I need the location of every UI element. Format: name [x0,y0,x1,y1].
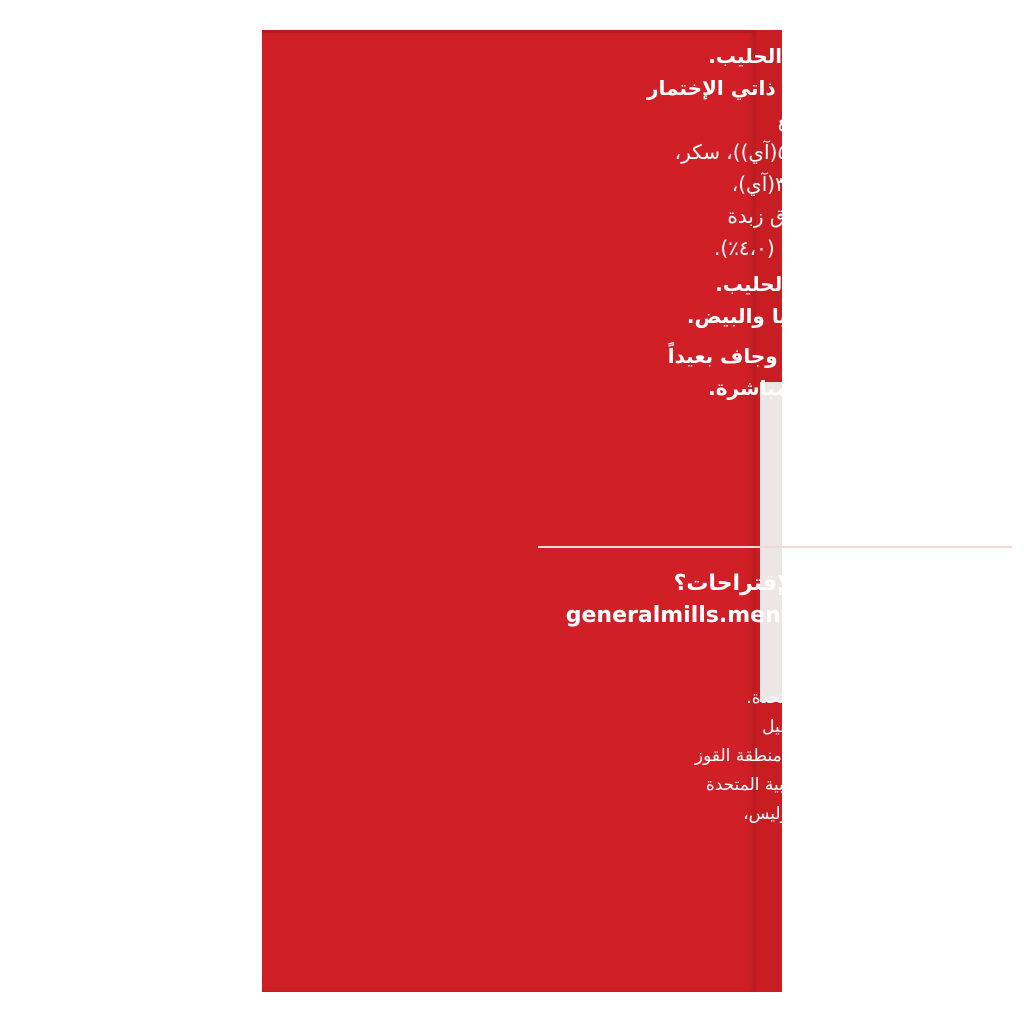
manufacturer-line-4: لصالح جنرال ميلز إنك. مينابوليس، [743,804,982,824]
manufacturer-line-2: المحدودة (ش.ذ.م.م) (فرع) منطقة القوز [694,746,982,766]
copyright-line: © جنرال ميلز [882,862,982,882]
label-text-panel [542,40,982,887]
storage-line-1: يحفظ في مكان بارد وجاف بعيداً [667,344,982,368]
ingredients-line-6: الحليب (من حليب البقر) (٤،٠٪). [714,236,982,260]
ingredients-line-3: (إي ٥٠٠(آي آي)، إي ٥٤١(آي))، سكر، [674,140,982,164]
manufacturer-line-1-text: صنع من قبل منتجات سيفيل [762,717,958,737]
house-chevron-icon [964,719,982,733]
allergen-may-contain: قد يحتوي على الصويا والبيض. [686,304,982,328]
allergen-contains: يحتوي على القمح والحليب. [715,272,982,296]
made-in-line: صنع في الإمارات العربية المتحدة. [746,688,982,708]
ingredients-line-5: إي ٣٤١(آي آي))، مسحوق زبدة [727,204,982,228]
ingredients-line-1: المكوّنات: دقيق قمح ذاتي الإختمار [647,76,982,100]
contact-email: generalmills.mena@genmills.com [565,603,982,628]
raw-warning: لا يؤكل المزيج نيئاً. [795,470,982,494]
vegetarian-note: مناسب للنباتيين [824,502,982,526]
panel-top-edge [262,30,756,33]
manufacturer-line-1 [542,713,982,742]
ingredients-line-4: ملح، عوامل رفع (إي ٣٤١(آي)، [731,172,982,196]
storage-line-2: عن أشعة الشمس المباشرة. [708,376,982,400]
ingredients-line-2: (دقيق القمح، عوامل رفع [777,108,982,132]
manufacturer-line-5: الولايات المتحدة الأمريكية. [796,833,982,853]
contact-question: للإستفسارات أو الإقتراحات؟ [673,571,982,596]
manufacturer-line-3: الصناعية، دبي، الإمارات العربية المتحدة [705,775,982,795]
product-name: خليط البانكيك بزبدة الحليب. [708,44,982,68]
divider-line [538,546,1012,548]
